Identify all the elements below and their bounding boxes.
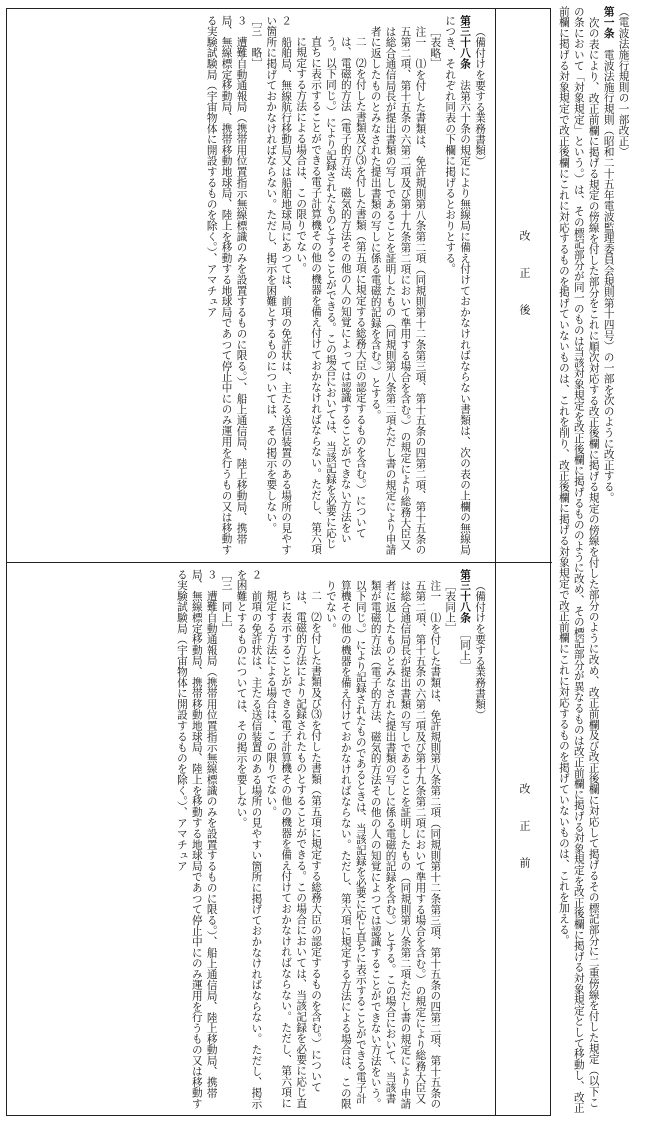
before-article — [457, 569, 472, 1109]
after-note-1: 注一 ⑴を付した書類は、免許規則第八条第二項（同規則第十二条第三項、第十五条の四第二項、第十五条の五第二項、第十五条の六第二項及び第十九条第二項において準用する場合を含む。）の規定により総務大臣又は総合通信局長が提出書類の写しであることを証明したもの（同規則第八条第二項ただし書の規定により申請者に返したものとみなされた提出書類の写しに係る電磁的記録を含む。）とする。 — [369, 25, 427, 555]
before-article-text: ［同上］ — [459, 633, 472, 672]
before-para-2: ２ 前項の免許状は、主たる送信装置のある場所の見やすい箇所に掲げておかなければならない。ただし、掲示を困難とするものについては、その掲示を要しない。 — [235, 569, 263, 1109]
column-headers — [495, 9, 552, 1115]
comparison-table — [6, 8, 551, 1116]
after-caption: （備付けを要する業務書類） — [474, 25, 486, 166]
after-para-3: ３ 遭難自動通報局（携帯用位置指示無線標識のみを設置するものに限る。）、船上通信局、陸上移動局、携帯局、無線標定移動局、携帯移動地球局、陸上を移動する地球局であつて停止中にのみ運用を行うもの又は移動する実験試験局（宇宙物体に開設するものを除く。）、アマチュア — [205, 15, 248, 555]
after-article-number: 第三十八条 — [459, 15, 472, 69]
after-para-2: ２ 船舶局、無線航行移動局又は船舶地球局にあつては、前項の免許状は、主たる送信装置のある場所の見やすい箇所に掲げておかなければならない。ただし、掲示を困難とするものについては、その掲示を要しない。 — [265, 15, 293, 555]
after-note-2: 二 ⑵を付した書類及び⑶を付した書類（第五項に規定する総務大臣の認定するものを含む。）については、電磁的方法（電子的方法、磁気的方法その他の人の知覚によっては認識することができない方法をいう。以下同じ。）により記録されたものとすることができる。この場合においては、当該記録を必要に応じ直ちに表示することができる電子計算機その他の機器を備え付けておかなければならない。ただし、第六項に規定する方法による場合は、この限りでない。 — [295, 36, 367, 555]
after-cell — [7, 15, 493, 559]
after-column-header: 改正後 — [496, 9, 552, 563]
after-body — [204, 15, 487, 559]
amendment-header — [556, 6, 631, 1116]
before-table-label: ［表同上］ — [444, 579, 457, 634]
article-number: 第一条 — [602, 6, 615, 39]
before-cell — [7, 569, 493, 1109]
article-heading — [601, 6, 616, 1116]
after-table-label: ［表略］ — [429, 25, 442, 69]
before-para-3: ３ 遭難自動通報局（携帯用位置指示無線標識のみを設置するものに限る。）、船上通信局、陸上移動局、携帯局、無線標定移動局、携帯移動地球局、陸上を移動する地球局であつて停止中にのみ運用を行うもの又は移動する実験試験局（宇宙物体に開設するものを除く。）、アマチュア — [175, 569, 218, 1109]
article-text: 電波法施行規則（昭和二十五年電波監理委員会規則第十四号）の一部を次のように改正する。 — [602, 49, 615, 503]
before-caption: （備付けを要する業務書類） — [474, 579, 486, 720]
after-article-text: 法第六十条の規定により無線局に備え付けておかなければならない書類は、次の表の上欄の無線局につき、それぞれ同表の下欄に掲げるとおりとする。 — [444, 15, 472, 556]
before-column-header: 改正前 — [518, 783, 531, 894]
amendment-intro: 次の表により、改正前欄に掲げる規定の傍線を付した部分をこれに順次対応する改正後欄に掲げる規定の傍線を付した部分のように改め、改正前欄及び改正後欄に対応して掲げるその標記部分に二重傍線を付した規定（以下この条において「対象規定」という。）は、その標記部分が同一のものは当該対象規定を改正後欄に掲げるもののように改め、その標記部分が異なるものは改正前欄に掲げる対象規定を改正後欄に掲げる対象規定として移動し、改正前欄に掲げる対象規定で改正後欄にこれに対応するものを掲げていないものは、これを削り、改正後欄に掲げる対象規定で改正前欄にこれに対応するものを掲げていないものは、これを加える。 — [557, 6, 600, 1114]
after-para-3-label: ［三 略］ — [250, 15, 263, 69]
before-article-number: 第三十八条 — [459, 569, 472, 623]
section-title: （電波法施行規則の一部改正） — [617, 6, 630, 158]
row-divider — [7, 562, 495, 563]
after-article — [442, 15, 472, 559]
before-note-2: 二 ⑵を付した書類及び⑶を付した書類（第五項に規定する総務大臣の認定するものを含む。）については、電磁的方法により記録されたものとすることができる。この場合においては、当該記録を必要に応じ直ちに表示することができる電子計算機その他の機器を備え付けておかなければならない。ただし、第六項に規定する方法による場合は、この限りでない。 — [265, 590, 323, 1109]
before-body — [174, 569, 487, 1109]
before-note-1: 注一 ⑴を付した書類は、免許規則第八条第二項（同規則第十二条第三項、第十五条の四第二項、第十五条の五第二項、第十五条の六第二項及び第十九条第二項において準用する場合を含む。）の規定により総務大臣又は総合通信局長が提出書類の写しであることを証明したもの（同規則第八条第二項ただし書の規定により申請者に返したものとみなされた提出書類の写しに係る電磁的記録を含む。）とする。この場合において、当該書類が電磁的方法（電子的方法、磁気的方法その他の人の知覚によつては認識することができない方法をいう。以下同じ。）により記録されたものであるときは、当該記録を必要に応じ直ちに表示することができる電子計算機その他の機器を備え付けておかなければならない。ただし、第六項に規定する方法による場合は、この限りでない。 — [324, 579, 442, 1109]
before-para-3-label: ［三 同上］ — [220, 569, 233, 634]
